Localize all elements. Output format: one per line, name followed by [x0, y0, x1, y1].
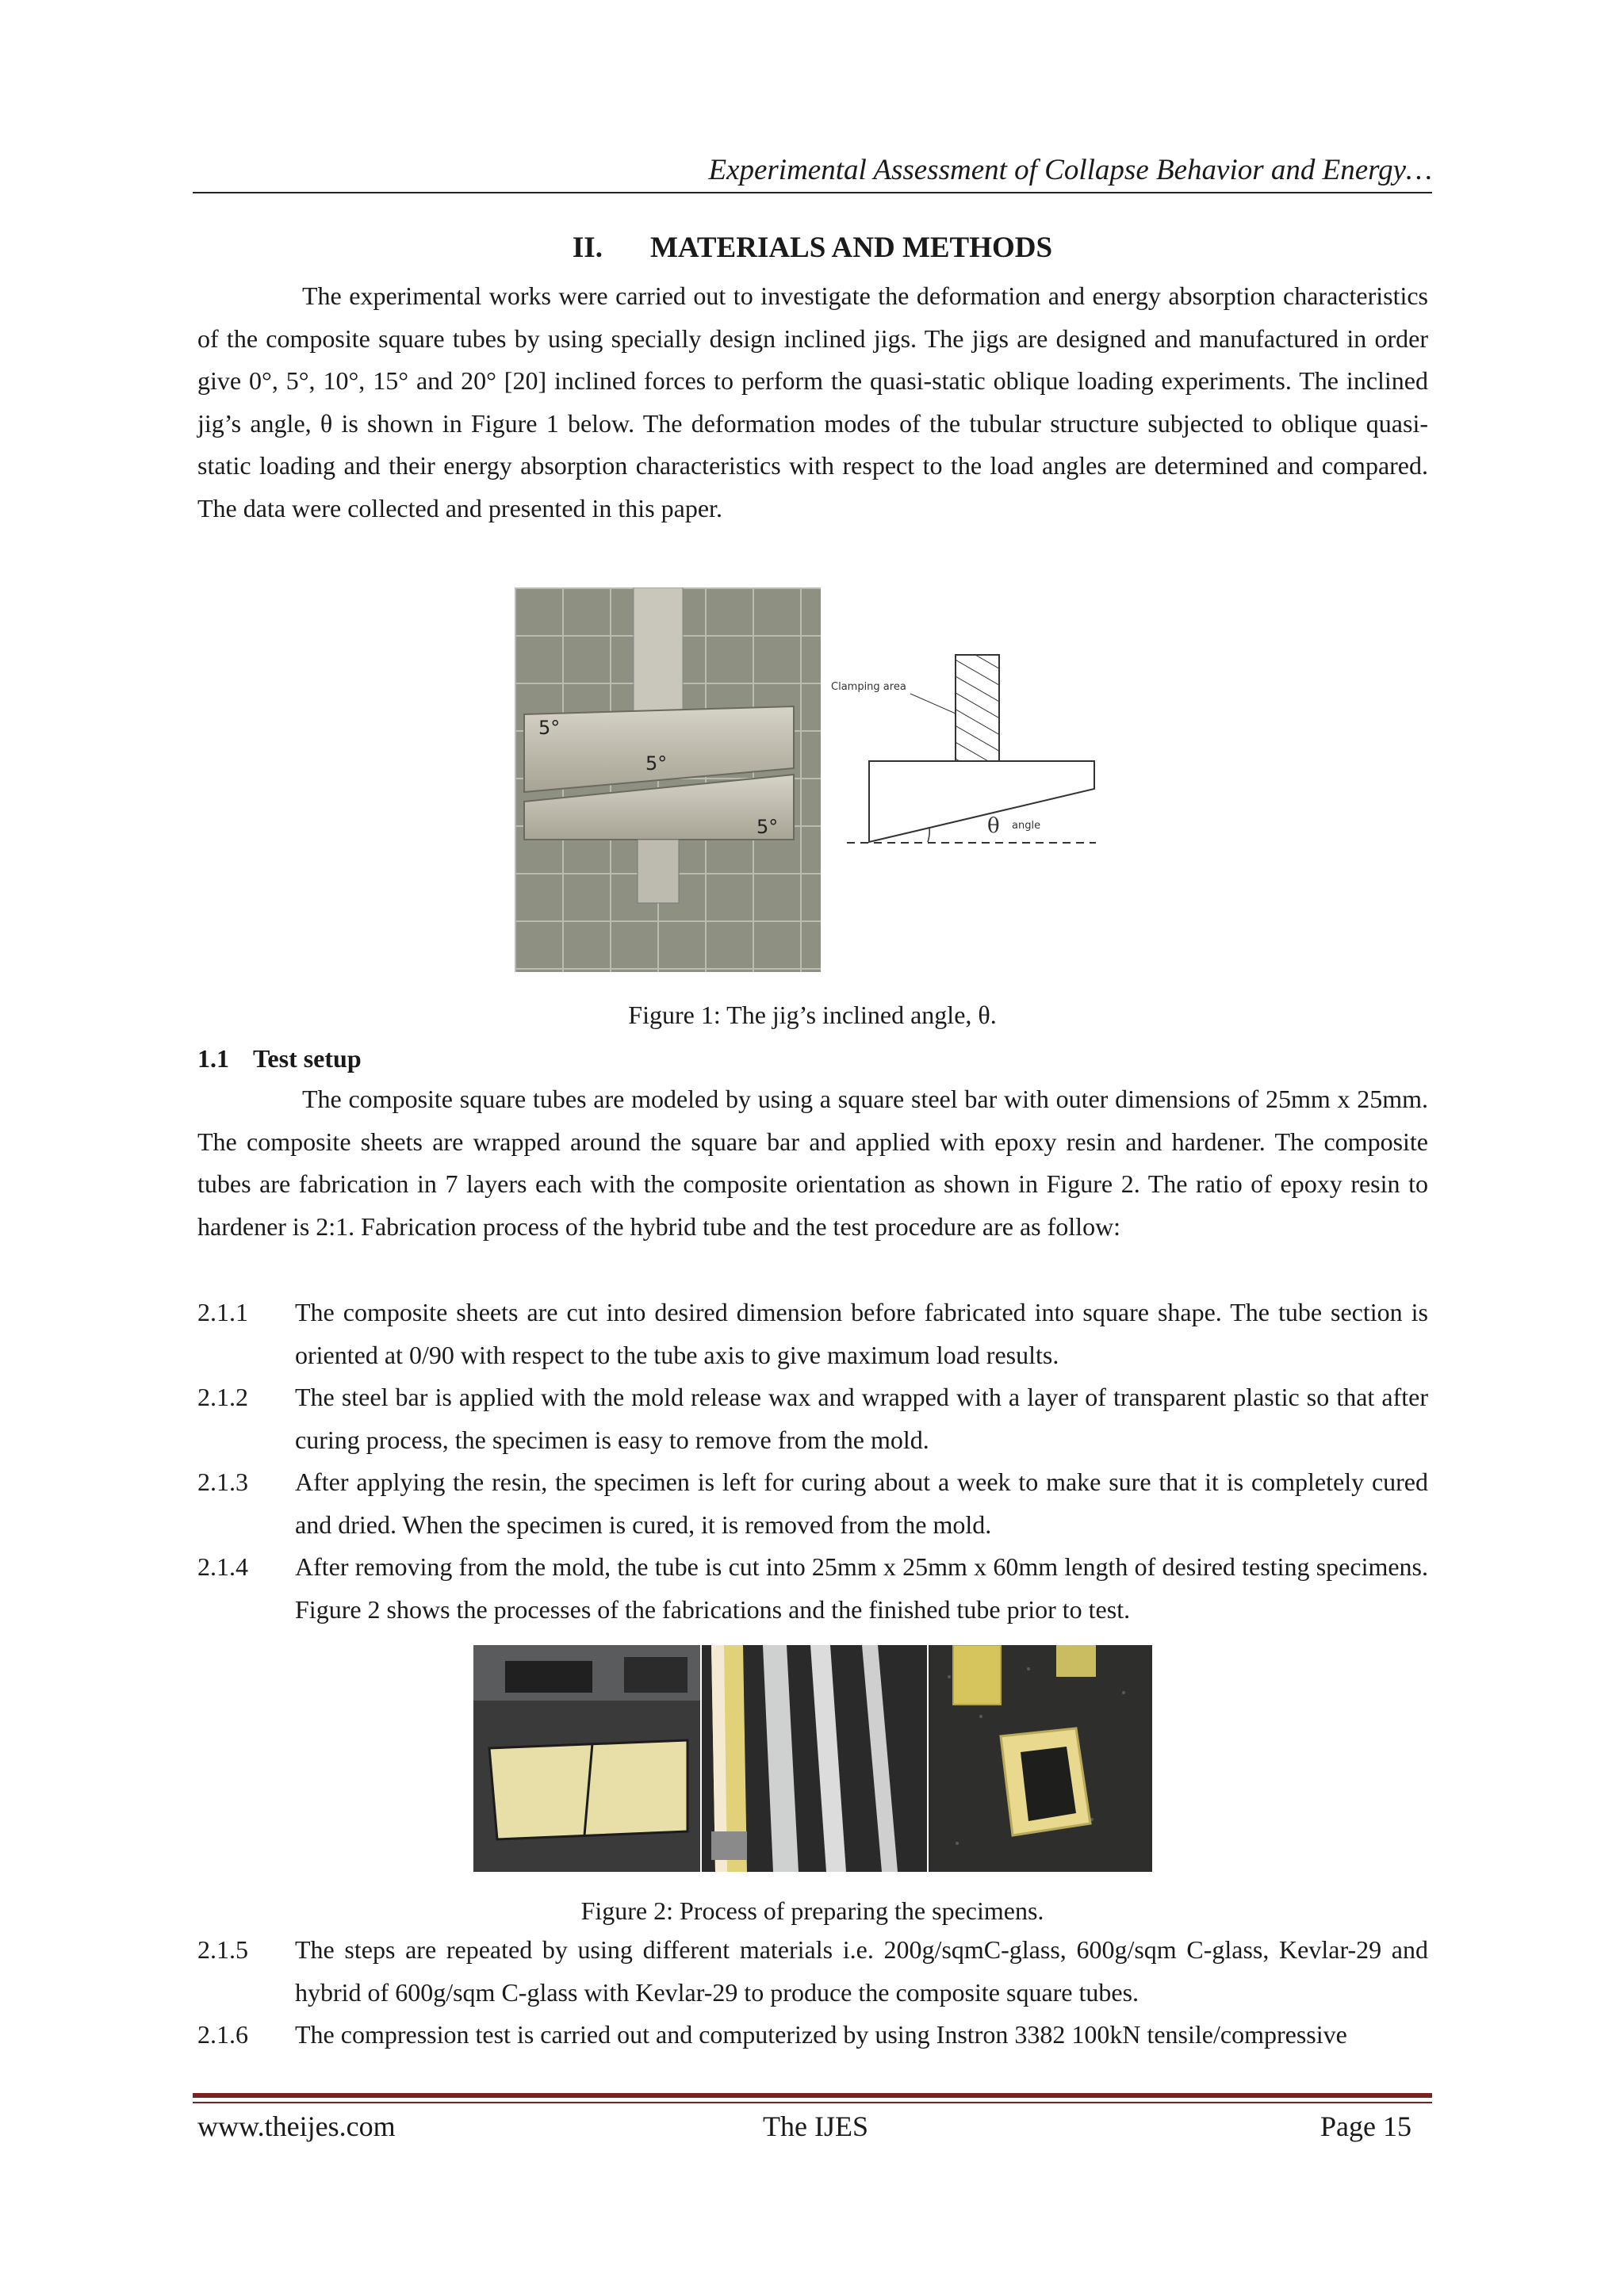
- step-number: 2.1.3: [197, 1468, 248, 1496]
- footer-rule-thin: [193, 2102, 1432, 2103]
- section-title: MATERIALS AND METHODS: [649, 232, 1053, 264]
- photo-label-5deg-a: 5°: [538, 717, 561, 739]
- step-text: The steel bar is applied with the mold release wax and wrapped with a layer of transparent plastic so that after curing process, the specimen is easy to remove from the mold.: [295, 1383, 1428, 1454]
- step-number: 2.1.5: [197, 1935, 248, 1964]
- figure2-photos: [473, 1645, 1152, 1872]
- angle-label: angle: [1012, 820, 1041, 832]
- photo-label-5deg-c: 5°: [756, 816, 779, 838]
- step-text: The compression test is carried out and computerized by using Instron 3382 100kN tensile/compressive: [295, 2020, 1347, 2049]
- section-heading: [193, 230, 1432, 266]
- list-item: [197, 1376, 1428, 1461]
- figure1-diagram: [825, 634, 1102, 856]
- step-text: The composite sheets are cut into desired dimension before fabricated into square shape. The tube section is oriented at 0/90 with respect to the tube axis to give maximum load results.: [295, 1298, 1428, 1369]
- step-number: 2.1.6: [197, 2020, 248, 2049]
- subsection-heading: [197, 1043, 362, 1074]
- footer-website: www.theijes.com: [197, 2110, 396, 2142]
- intro-paragraph: The experimental works were carried out to investigate the deformation and energy absorption characteristics of the composite square tubes by using specially design inclined jigs. The jigs are designed and manufactured in order give 0°, 5°, 10°, 15° and 20° [20] inclined forces to perform the quasi-static oblique loading experiments. The inclined jig’s angle, θ is shown in Figure 1 below. The deformation modes of the tubular structure subjected to oblique quasi-static loading and their energy absorption characteristics with respect to the load angles are determined and compared. The data were collected and presented in this paper.: [197, 281, 1428, 522]
- step-number: 2.1.2: [197, 1383, 248, 1411]
- figure1-caption: Figure 1: The jig’s inclined angle, θ.: [628, 1001, 997, 1029]
- setup-paragraph: The composite square tubes are modeled by using a square steel bar with outer dimensions of 25mm x 25mm. The composite sheets are wrapped around the square bar and applied with epoxy resin and hardener. The composite tubes are fabrication in 7 layers each with the composite orientation as shown in Figure 2. The ratio of epoxy resin to hardener is 2:1. Fabrication process of the hybrid tube and the test procedure are as follow:: [197, 1085, 1428, 1241]
- step-text: After applying the resin, the specimen is left for curing about a week to make sure that it is completely cured and dried. When the specimen is cured, it is removed from the mold.: [295, 1468, 1428, 1539]
- step-number: 2.1.4: [197, 1552, 248, 1581]
- list-item: [197, 1546, 1428, 1631]
- theta-symbol: θ: [987, 814, 1000, 838]
- list-item: [197, 2014, 1428, 2057]
- step-text: After removing from the mold, the tube is cut into 25mm x 25mm x 60mm length of desired testing specimens. Figure 2 shows the processes of the fabrications and the finished tube prior to test.: [295, 1552, 1428, 1624]
- section-number: II.: [572, 232, 603, 264]
- footer-page-number: Page 15: [1320, 2110, 1411, 2142]
- step-text: The steps are repeated by using different materials i.e. 200g/sqmC-glass, 600g/sqm C-glass, Kevlar-29 and hybrid of 600g/sqm C-glass with Kevlar-29 to produce the composite square tubes.: [295, 1935, 1428, 2007]
- figure1-photo: [515, 587, 821, 972]
- figure2-caption: Figure 2: Process of preparing the specimens.: [580, 1896, 1044, 1925]
- subsection-number: 1.1: [197, 1044, 229, 1073]
- list-item: [197, 1929, 1428, 2014]
- footer-rule: [193, 2093, 1432, 2098]
- list-item: [197, 1461, 1428, 1546]
- subsection-title: Test setup: [253, 1044, 362, 1073]
- step-number: 2.1.1: [197, 1298, 248, 1326]
- clamping-area-label: Clamping area: [831, 681, 906, 693]
- running-header: Experimental Assessment of Collapse Behavior and Energy…: [193, 152, 1432, 193]
- list-item: [197, 1292, 1428, 1376]
- photo-label-5deg-b: 5°: [645, 752, 668, 775]
- footer-journal: The IJES: [763, 2110, 868, 2142]
